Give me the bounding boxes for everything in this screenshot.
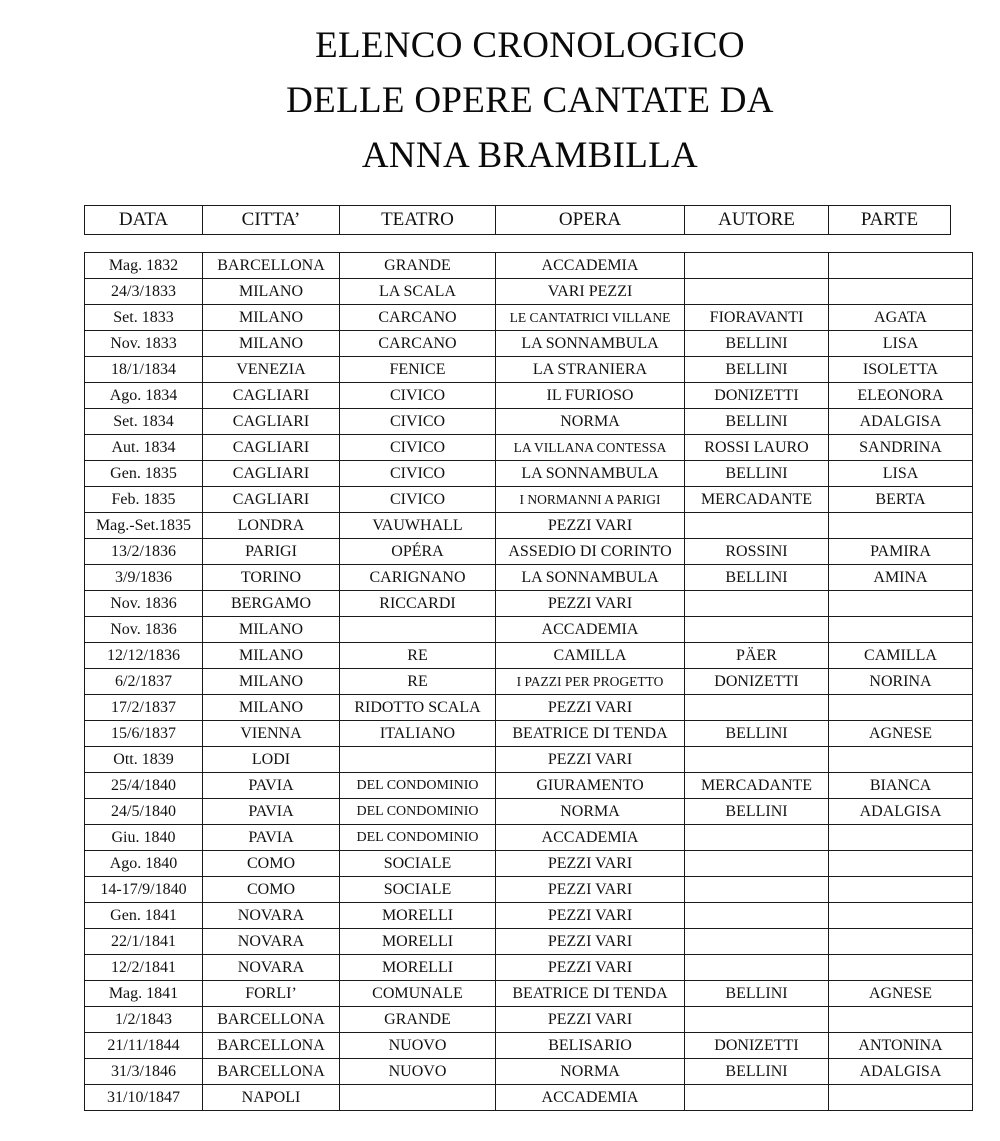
author-cell	[685, 617, 829, 643]
header-teatro: TEATRO	[340, 206, 496, 235]
role-cell	[829, 903, 973, 929]
theatre-cell: LA SCALA	[340, 279, 496, 305]
theatre-cell: CIVICO	[340, 487, 496, 513]
city-cell: FORLI’	[203, 981, 340, 1007]
author-cell: BELLINI	[685, 357, 829, 383]
city-cell: MILANO	[203, 643, 340, 669]
role-cell	[829, 747, 973, 773]
table-row	[85, 383, 973, 409]
city-cell: PAVIA	[203, 825, 340, 851]
opera-cell: NORMA	[496, 1059, 685, 1085]
author-cell: BELLINI	[685, 799, 829, 825]
theatre-cell: CARCANO	[340, 305, 496, 331]
theatre-cell	[340, 617, 496, 643]
header-table	[84, 205, 951, 235]
theatre-cell: RIDOTTO SCALA	[340, 695, 496, 721]
date-cell: Ago. 1834	[85, 383, 203, 409]
city-cell: BERGAMO	[203, 591, 340, 617]
date-cell: 22/1/1841	[85, 929, 203, 955]
role-cell	[829, 877, 973, 903]
date-cell: 25/4/1840	[85, 773, 203, 799]
city-cell: NAPOLI	[203, 1085, 340, 1111]
author-cell	[685, 253, 829, 279]
city-cell: CAGLIARI	[203, 487, 340, 513]
theatre-cell: MORELLI	[340, 903, 496, 929]
table-row	[85, 591, 973, 617]
author-cell: DONIZETTI	[685, 669, 829, 695]
theatre-cell: MORELLI	[340, 955, 496, 981]
role-cell: LISA	[829, 461, 973, 487]
opera-cell: PEZZI VARI	[496, 513, 685, 539]
table-row	[85, 1033, 973, 1059]
author-cell	[685, 903, 829, 929]
date-cell: Mag. 1841	[85, 981, 203, 1007]
city-cell: PAVIA	[203, 773, 340, 799]
opera-cell: PEZZI VARI	[496, 955, 685, 981]
city-cell: BARCELLONA	[203, 1059, 340, 1085]
date-cell: 15/6/1837	[85, 721, 203, 747]
opera-cell: VARI PEZZI	[496, 279, 685, 305]
table-row	[85, 357, 973, 383]
role-cell: ANTONINA	[829, 1033, 973, 1059]
theatre-cell: GRANDE	[340, 1007, 496, 1033]
table-row	[85, 461, 973, 487]
date-cell: 1/2/1843	[85, 1007, 203, 1033]
city-cell: LODI	[203, 747, 340, 773]
role-cell	[829, 591, 973, 617]
author-cell: PÄER	[685, 643, 829, 669]
table-row	[85, 825, 973, 851]
date-cell: 6/2/1837	[85, 669, 203, 695]
role-cell: LISA	[829, 331, 973, 357]
table-row	[85, 513, 973, 539]
role-cell	[829, 1007, 973, 1033]
role-cell	[829, 851, 973, 877]
theatre-cell: OPÉRA	[340, 539, 496, 565]
operas-table	[84, 252, 973, 1111]
table-row	[85, 643, 973, 669]
table-row	[85, 305, 973, 331]
author-cell: BELLINI	[685, 409, 829, 435]
city-cell: BARCELLONA	[203, 1033, 340, 1059]
header-parte: PARTE	[829, 206, 951, 235]
opera-cell: LA VILLANA CONTESSA	[496, 435, 685, 461]
theatre-cell: DEL CONDOMINIO	[340, 799, 496, 825]
table-row	[85, 799, 973, 825]
theatre-cell: MORELLI	[340, 929, 496, 955]
table-row	[85, 1085, 973, 1111]
city-cell: CAGLIARI	[203, 435, 340, 461]
city-cell: CAGLIARI	[203, 383, 340, 409]
opera-cell: BEATRICE DI TENDA	[496, 721, 685, 747]
page-title	[0, 18, 1000, 183]
city-cell: LONDRA	[203, 513, 340, 539]
theatre-cell: GRANDE	[340, 253, 496, 279]
city-cell: NOVARA	[203, 903, 340, 929]
opera-cell: I NORMANNI A PARIGI	[496, 487, 685, 513]
table-row	[85, 539, 973, 565]
opera-cell: BEATRICE DI TENDA	[496, 981, 685, 1007]
role-cell	[829, 253, 973, 279]
date-cell: 13/2/1836	[85, 539, 203, 565]
date-cell: Set. 1833	[85, 305, 203, 331]
table-row	[85, 279, 973, 305]
theatre-cell: ITALIANO	[340, 721, 496, 747]
date-cell: 12/2/1841	[85, 955, 203, 981]
role-cell	[829, 513, 973, 539]
author-cell: DONIZETTI	[685, 383, 829, 409]
city-cell: VENEZIA	[203, 357, 340, 383]
table-row	[85, 487, 973, 513]
role-cell: ADALGISA	[829, 799, 973, 825]
theatre-cell: RE	[340, 643, 496, 669]
theatre-cell	[340, 1085, 496, 1111]
city-cell: CAGLIARI	[203, 409, 340, 435]
opera-cell: LA STRANIERA	[496, 357, 685, 383]
title-line-1: ELENCO CRONOLOGICO	[315, 25, 745, 66]
role-cell	[829, 825, 973, 851]
role-cell: ADALGISA	[829, 409, 973, 435]
city-cell: CAGLIARI	[203, 461, 340, 487]
role-cell: ADALGISA	[829, 1059, 973, 1085]
role-cell: AGATA	[829, 305, 973, 331]
table-row	[85, 721, 973, 747]
theatre-cell: DEL CONDOMINIO	[340, 825, 496, 851]
theatre-cell: DEL CONDOMINIO	[340, 773, 496, 799]
author-cell: FIORAVANTI	[685, 305, 829, 331]
author-cell	[685, 695, 829, 721]
theatre-cell: NUOVO	[340, 1033, 496, 1059]
theatre-cell: CIVICO	[340, 435, 496, 461]
theatre-cell: CIVICO	[340, 409, 496, 435]
theatre-cell: SOCIALE	[340, 877, 496, 903]
table-row	[85, 929, 973, 955]
author-cell	[685, 591, 829, 617]
author-cell: BELLINI	[685, 981, 829, 1007]
date-cell: Nov. 1836	[85, 617, 203, 643]
city-cell: NOVARA	[203, 955, 340, 981]
date-cell: 12/12/1836	[85, 643, 203, 669]
date-cell: Aut. 1834	[85, 435, 203, 461]
date-cell: Ago. 1840	[85, 851, 203, 877]
author-cell	[685, 747, 829, 773]
city-cell: MILANO	[203, 617, 340, 643]
theatre-cell	[340, 747, 496, 773]
author-cell: MERCADANTE	[685, 773, 829, 799]
role-cell: AMINA	[829, 565, 973, 591]
table-row	[85, 617, 973, 643]
author-cell	[685, 279, 829, 305]
author-cell	[685, 877, 829, 903]
date-cell: 24/3/1833	[85, 279, 203, 305]
opera-cell: NORMA	[496, 799, 685, 825]
table-row	[85, 695, 973, 721]
opera-cell: IL FURIOSO	[496, 383, 685, 409]
date-cell: Ott. 1839	[85, 747, 203, 773]
theatre-cell: CIVICO	[340, 461, 496, 487]
date-cell: Nov. 1833	[85, 331, 203, 357]
author-cell	[685, 513, 829, 539]
author-cell: ROSSINI	[685, 539, 829, 565]
opera-cell: I PAZZI PER PROGETTO	[496, 669, 685, 695]
role-cell	[829, 1085, 973, 1111]
table-row	[85, 981, 973, 1007]
opera-cell: NORMA	[496, 409, 685, 435]
opera-cell: PEZZI VARI	[496, 903, 685, 929]
header-citta: CITTA’	[203, 206, 340, 235]
date-cell: Mag. 1832	[85, 253, 203, 279]
table-row	[85, 747, 973, 773]
author-cell: MERCADANTE	[685, 487, 829, 513]
author-cell	[685, 929, 829, 955]
date-cell: Gen. 1835	[85, 461, 203, 487]
author-cell: BELLINI	[685, 565, 829, 591]
role-cell: PAMIRA	[829, 539, 973, 565]
date-cell: 17/2/1837	[85, 695, 203, 721]
author-cell: BELLINI	[685, 721, 829, 747]
date-cell: Set. 1834	[85, 409, 203, 435]
opera-cell: ASSEDIO DI CORINTO	[496, 539, 685, 565]
header-data: DATA	[85, 206, 203, 235]
table-row	[85, 773, 973, 799]
city-cell: PARIGI	[203, 539, 340, 565]
opera-cell: LA SONNAMBULA	[496, 331, 685, 357]
opera-cell: ACCADEMIA	[496, 253, 685, 279]
title-line-3: ANNA BRAMBILLA	[361, 135, 699, 176]
theatre-cell: VAUWHALL	[340, 513, 496, 539]
header-row	[85, 206, 951, 235]
author-cell	[685, 955, 829, 981]
operas-table-body	[85, 253, 973, 1111]
theatre-cell: COMUNALE	[340, 981, 496, 1007]
opera-cell: LA SONNAMBULA	[496, 461, 685, 487]
author-cell: BELLINI	[685, 331, 829, 357]
city-cell: MILANO	[203, 305, 340, 331]
date-cell: Nov. 1836	[85, 591, 203, 617]
table-row	[85, 565, 973, 591]
author-cell: BELLINI	[685, 461, 829, 487]
role-cell: AGNESE	[829, 721, 973, 747]
opera-cell: PEZZI VARI	[496, 695, 685, 721]
city-cell: VIENNA	[203, 721, 340, 747]
table-row	[85, 903, 973, 929]
opera-cell: PEZZI VARI	[496, 929, 685, 955]
author-cell	[685, 851, 829, 877]
theatre-cell: CIVICO	[340, 383, 496, 409]
author-cell: ROSSI LAURO	[685, 435, 829, 461]
date-cell: 3/9/1836	[85, 565, 203, 591]
opera-cell: PEZZI VARI	[496, 747, 685, 773]
city-cell: MILANO	[203, 279, 340, 305]
author-cell	[685, 1007, 829, 1033]
city-cell: MILANO	[203, 695, 340, 721]
city-cell: COMO	[203, 851, 340, 877]
city-cell: BARCELLONA	[203, 253, 340, 279]
city-cell: BARCELLONA	[203, 1007, 340, 1033]
opera-cell: ACCADEMIA	[496, 825, 685, 851]
city-cell: PAVIA	[203, 799, 340, 825]
table-row	[85, 1059, 973, 1085]
role-cell: SANDRINA	[829, 435, 973, 461]
header-opera: OPERA	[496, 206, 685, 235]
date-cell: 14-17/9/1840	[85, 877, 203, 903]
date-cell: 24/5/1840	[85, 799, 203, 825]
table-row	[85, 409, 973, 435]
theatre-cell: CARCANO	[340, 331, 496, 357]
table-row	[85, 253, 973, 279]
role-cell: ELEONORA	[829, 383, 973, 409]
role-cell	[829, 695, 973, 721]
opera-cell: ACCADEMIA	[496, 617, 685, 643]
role-cell: ISOLETTA	[829, 357, 973, 383]
role-cell: BIANCA	[829, 773, 973, 799]
header-autore: AUTORE	[685, 206, 829, 235]
author-cell	[685, 825, 829, 851]
table-row	[85, 851, 973, 877]
opera-cell: PEZZI VARI	[496, 877, 685, 903]
city-cell: MILANO	[203, 669, 340, 695]
table-row	[85, 669, 973, 695]
theatre-cell: SOCIALE	[340, 851, 496, 877]
role-cell	[829, 617, 973, 643]
opera-cell: LA SONNAMBULA	[496, 565, 685, 591]
date-cell: Gen. 1841	[85, 903, 203, 929]
role-cell: AGNESE	[829, 981, 973, 1007]
theatre-cell: RE	[340, 669, 496, 695]
opera-cell: CAMILLA	[496, 643, 685, 669]
table-row	[85, 1007, 973, 1033]
opera-cell: GIURAMENTO	[496, 773, 685, 799]
table-row	[85, 955, 973, 981]
role-cell	[829, 279, 973, 305]
opera-cell: ACCADEMIA	[496, 1085, 685, 1111]
role-cell: CAMILLA	[829, 643, 973, 669]
author-cell: BELLINI	[685, 1059, 829, 1085]
role-cell	[829, 929, 973, 955]
title-line-2: DELLE OPERE CANTATE DA	[286, 80, 774, 121]
opera-cell: BELISARIO	[496, 1033, 685, 1059]
city-cell: MILANO	[203, 331, 340, 357]
city-cell: COMO	[203, 877, 340, 903]
city-cell: NOVARA	[203, 929, 340, 955]
theatre-cell: NUOVO	[340, 1059, 496, 1085]
theatre-cell: CARIGNANO	[340, 565, 496, 591]
date-cell: Feb. 1835	[85, 487, 203, 513]
date-cell: 18/1/1834	[85, 357, 203, 383]
table-row	[85, 435, 973, 461]
date-cell: Giu. 1840	[85, 825, 203, 851]
role-cell	[829, 955, 973, 981]
city-cell: TORINO	[203, 565, 340, 591]
opera-cell: LE CANTATRICI VILLANE	[496, 305, 685, 331]
opera-cell: PEZZI VARI	[496, 1007, 685, 1033]
theatre-cell: FENICE	[340, 357, 496, 383]
date-cell: Mag.-Set.1835	[85, 513, 203, 539]
date-cell: 31/3/1846	[85, 1059, 203, 1085]
author-cell: DONIZETTI	[685, 1033, 829, 1059]
date-cell: 21/11/1844	[85, 1033, 203, 1059]
author-cell	[685, 1085, 829, 1111]
role-cell: NORINA	[829, 669, 973, 695]
role-cell: BERTA	[829, 487, 973, 513]
table-row	[85, 331, 973, 357]
date-cell: 31/10/1847	[85, 1085, 203, 1111]
opera-cell: PEZZI VARI	[496, 591, 685, 617]
theatre-cell: RICCARDI	[340, 591, 496, 617]
opera-cell: PEZZI VARI	[496, 851, 685, 877]
table-row	[85, 877, 973, 903]
